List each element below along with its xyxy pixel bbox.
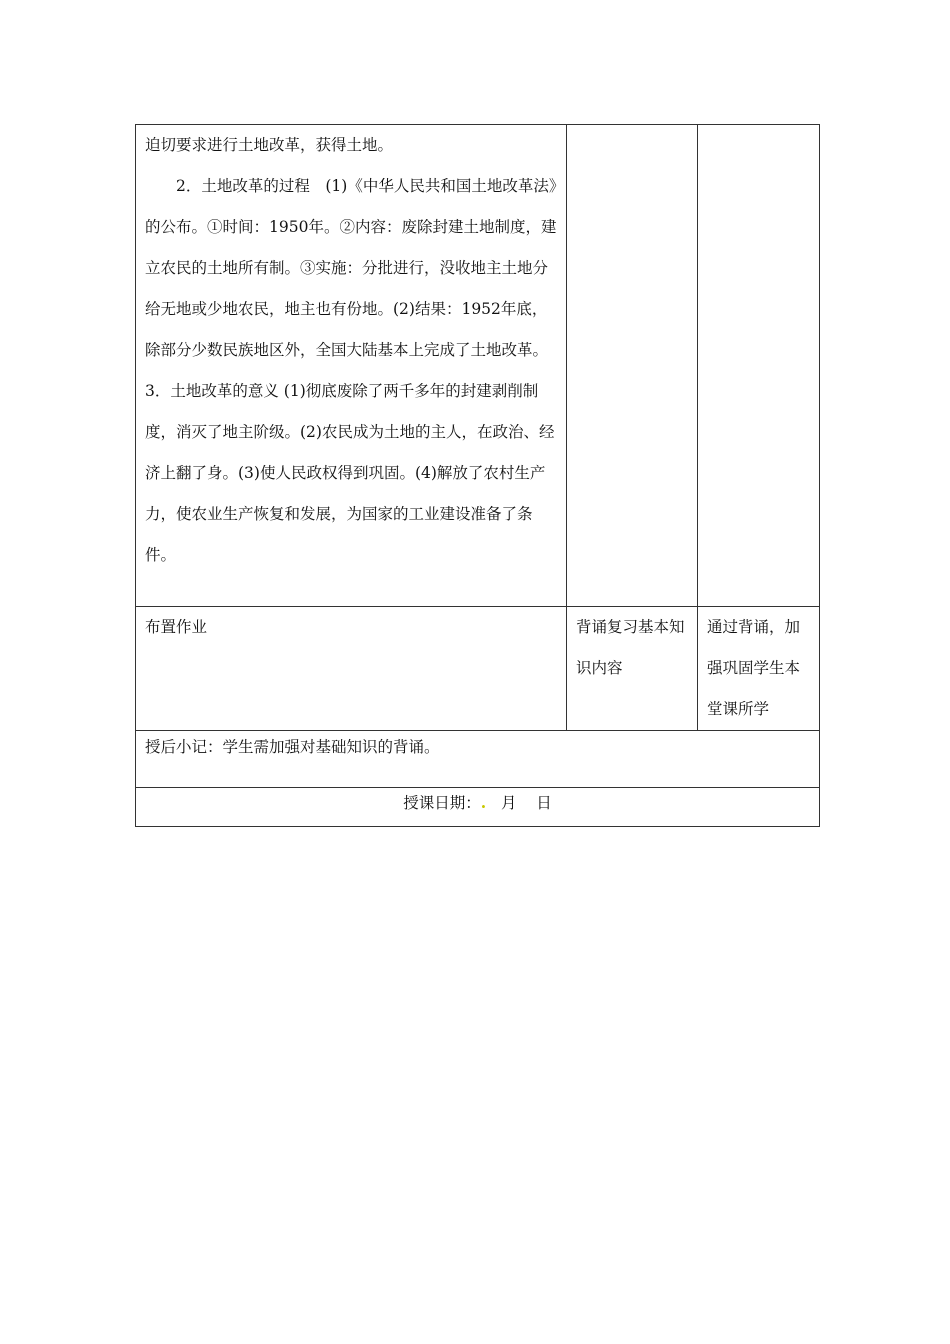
homework-activity-cell	[567, 607, 698, 731]
homework-purpose: 通过背诵，加强巩固学生本堂课所学	[707, 618, 801, 718]
date-month: 月	[500, 794, 517, 812]
date-day: 日	[536, 794, 552, 812]
lesson-plan-table	[135, 124, 820, 827]
content-paragraph-process: 2．土地改革的过程 (1)《中华人民共和国土地改革法》的公布。①时间：1950年。②内容：废除封建土地制度，建立农民的土地所有制。③实施：分批进行，没收地主土地分给无地或少地农民，地主也有份地。(2)结果：1952年底，除部分少数民族地区外，全国大陆基本上完成了土地改革。	[145, 177, 557, 359]
content-cell	[136, 125, 567, 607]
content-row	[136, 125, 820, 607]
note-cell	[136, 731, 820, 788]
homework-row	[136, 607, 820, 731]
homework-label-cell	[136, 607, 567, 731]
homework-label: 布置作业	[145, 618, 208, 636]
after-class-note: 授后小记：学生需加强对基础知识的背诵。	[145, 738, 440, 756]
activity-cell-empty	[567, 125, 698, 607]
content-paragraph-significance: 3．土地改革的意义 (1)彻底废除了两千多年的封建剥削制度，消灭了地主阶级。(2)农民成为土地的主人，在政治、经济上翻了身。(3)使人民政权得到巩固。(4)解放了农村生产力，使农业生产恢复和发展，为国家的工业建设准备了条件。	[145, 382, 555, 564]
purpose-cell-empty	[698, 125, 820, 607]
teaching-date	[145, 788, 810, 818]
date-cell	[136, 788, 820, 827]
homework-purpose-cell	[698, 607, 820, 731]
mark-dot: .	[480, 793, 487, 812]
date-row	[136, 788, 820, 827]
homework-activity: 背诵复习基本知识内容	[576, 618, 685, 677]
date-label: 授课日期：	[403, 794, 481, 812]
note-row	[136, 731, 820, 788]
content-line-1: 迫切要求进行土地改革，获得土地。	[145, 136, 394, 154]
